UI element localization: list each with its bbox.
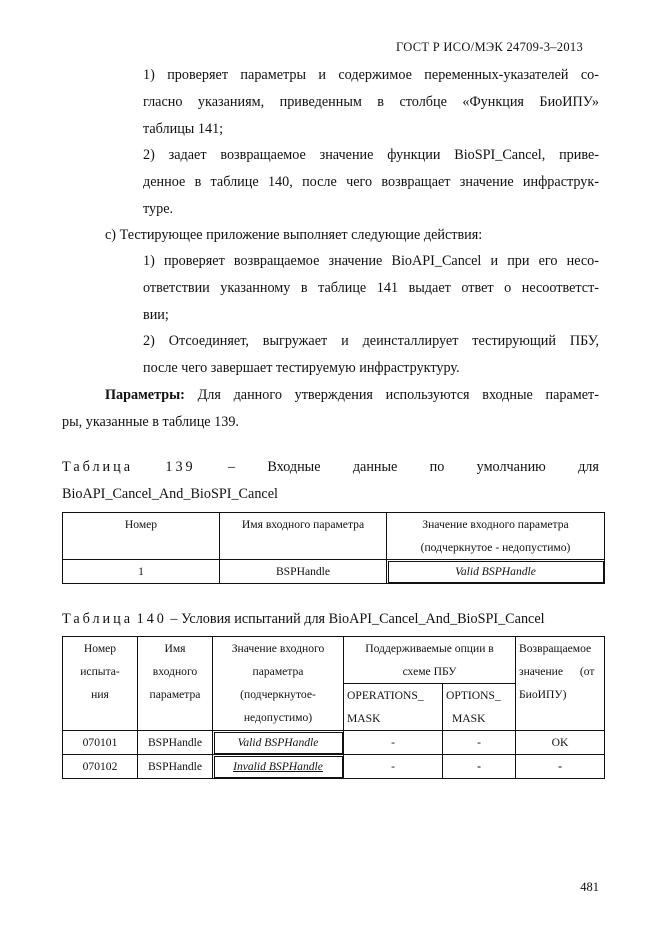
- caption-text: – Условия испытаний для BioAPI_Cancel_And_BioSPI_Cancel: [166, 611, 545, 627]
- table-header: Номер: [63, 513, 220, 560]
- table-cell: BSPHandle: [220, 560, 387, 584]
- caption-word: умолчанию: [476, 459, 546, 475]
- text-line: c) Тестирующее приложение выполняет следующие действия:: [105, 227, 483, 243]
- header-line: БиоИПУ): [519, 688, 567, 701]
- table-cell: 070101: [63, 731, 138, 755]
- page-header-standard: ГОСТ Р ИСО/МЭК 24709-3–2013: [396, 40, 583, 54]
- page-number: 481: [580, 880, 599, 894]
- header-line: MASK: [347, 712, 381, 725]
- table-cell: OK: [516, 731, 605, 755]
- table-header: [516, 637, 605, 731]
- paragraph-parameters: [62, 382, 599, 436]
- header-line: OPERATIONS_: [347, 689, 424, 702]
- table-cell: BSPHandle: [138, 731, 213, 755]
- caption-word: данные: [352, 459, 398, 475]
- table-header: [138, 637, 213, 731]
- text-line: 2) задает возвращаемое значение функции BioSPI_Cancel, приве-: [143, 147, 599, 163]
- header-line: MASK: [452, 712, 486, 725]
- header-line: испыта-: [80, 665, 120, 678]
- header-line: OPTIONS_: [446, 689, 501, 702]
- header-line: Номер: [83, 642, 117, 655]
- caption-number: 140: [136, 611, 167, 627]
- header-line: схеме ПБУ: [402, 665, 457, 678]
- header-line: входного: [152, 665, 198, 678]
- header-line: ния: [91, 688, 109, 701]
- header-line: параметра: [252, 665, 304, 678]
- paragraph-b1: [143, 62, 599, 143]
- table-row: [63, 755, 605, 779]
- text-line: денное в таблице 140, после чего возвращает значение инфраструк-: [143, 174, 599, 190]
- table-cell: Valid BSPHandle: [387, 560, 605, 584]
- caption-line: BioAPI_Cancel_And_BioSPI_Cancel: [62, 486, 278, 502]
- table-header: [213, 637, 344, 731]
- table-cell: -: [443, 731, 516, 755]
- header-line: (подчеркнутое - недопустимо): [420, 541, 571, 554]
- table-cell: -: [443, 755, 516, 779]
- table-140-caption: [62, 606, 545, 633]
- text-line: 1) проверяет параметры и содержимое переменных-указателей со-: [143, 67, 599, 83]
- caption-word: по: [429, 459, 445, 475]
- text-line: после чего завершает тестируемую инфраструктуру.: [143, 360, 460, 376]
- table-header: [63, 637, 138, 731]
- header-line: Возвращаемое: [519, 642, 592, 655]
- paragraph-b2: [143, 142, 599, 223]
- header-line: Имя: [164, 642, 186, 655]
- table-header: [344, 637, 516, 684]
- text-line: ответствии указанному в таблице 141 выдает ответ о несоответст-: [143, 280, 599, 296]
- paragraph-c2: [143, 328, 599, 382]
- table-row: [63, 560, 605, 584]
- table-140: [62, 636, 605, 779]
- table-139-caption: [62, 454, 599, 508]
- header-line: Поддерживаемые опции в: [365, 642, 494, 655]
- text-line: ры, указанные в таблице 139.: [62, 414, 239, 430]
- text-line: вии;: [143, 307, 169, 323]
- caption-word: для: [578, 459, 599, 475]
- text-line: таблицы 141;: [143, 121, 224, 137]
- table-cell: BSPHandle: [138, 755, 213, 779]
- table-cell: 070102: [63, 755, 138, 779]
- table-cell: -: [516, 755, 605, 779]
- table-header: [443, 684, 516, 731]
- caption-word: Таблица: [62, 611, 134, 627]
- table-header: [387, 513, 605, 560]
- text-line: гласно указаниям, приведенным в столбце «Функция БиоИПУ»: [143, 94, 599, 110]
- table-row: [63, 731, 605, 755]
- table-header: Имя входного параметра: [220, 513, 387, 560]
- parameters-text: Для данного утверждения используются входные парамет-: [184, 387, 599, 403]
- table-139: [62, 512, 605, 584]
- table-cell: Invalid BSPHandle: [213, 755, 344, 779]
- header-line: Значение входного параметра: [422, 518, 569, 531]
- text-line: туре.: [143, 201, 174, 217]
- table-cell: -: [344, 755, 443, 779]
- table-header: [344, 684, 443, 731]
- header-line: (подчеркнутое-: [240, 688, 316, 701]
- header-line: недопустимо): [243, 711, 313, 724]
- header-line: параметра: [149, 688, 201, 701]
- table-cell: 1: [63, 560, 220, 584]
- caption-word: Входные: [267, 459, 321, 475]
- text-line: 1) проверяет возвращаемое значение BioAPI_Cancel и при его несо-: [143, 253, 599, 269]
- text-line: [62, 382, 599, 409]
- parameters-label: Параметры:: [105, 387, 185, 403]
- header-line: Значение входного: [231, 642, 325, 655]
- header-line: значение (от: [519, 665, 595, 678]
- paragraph-c: [105, 222, 599, 249]
- text-line: 2) Отсоединяет, выгружает и деинсталлирует тестирующий ПБУ,: [143, 333, 599, 349]
- caption-word: Таблица: [62, 459, 134, 475]
- caption-word: 139: [165, 459, 196, 475]
- table-cell: -: [344, 731, 443, 755]
- table-cell: Valid BSPHandle: [213, 731, 344, 755]
- caption-word: –: [227, 459, 236, 475]
- paragraph-c1: [143, 248, 599, 329]
